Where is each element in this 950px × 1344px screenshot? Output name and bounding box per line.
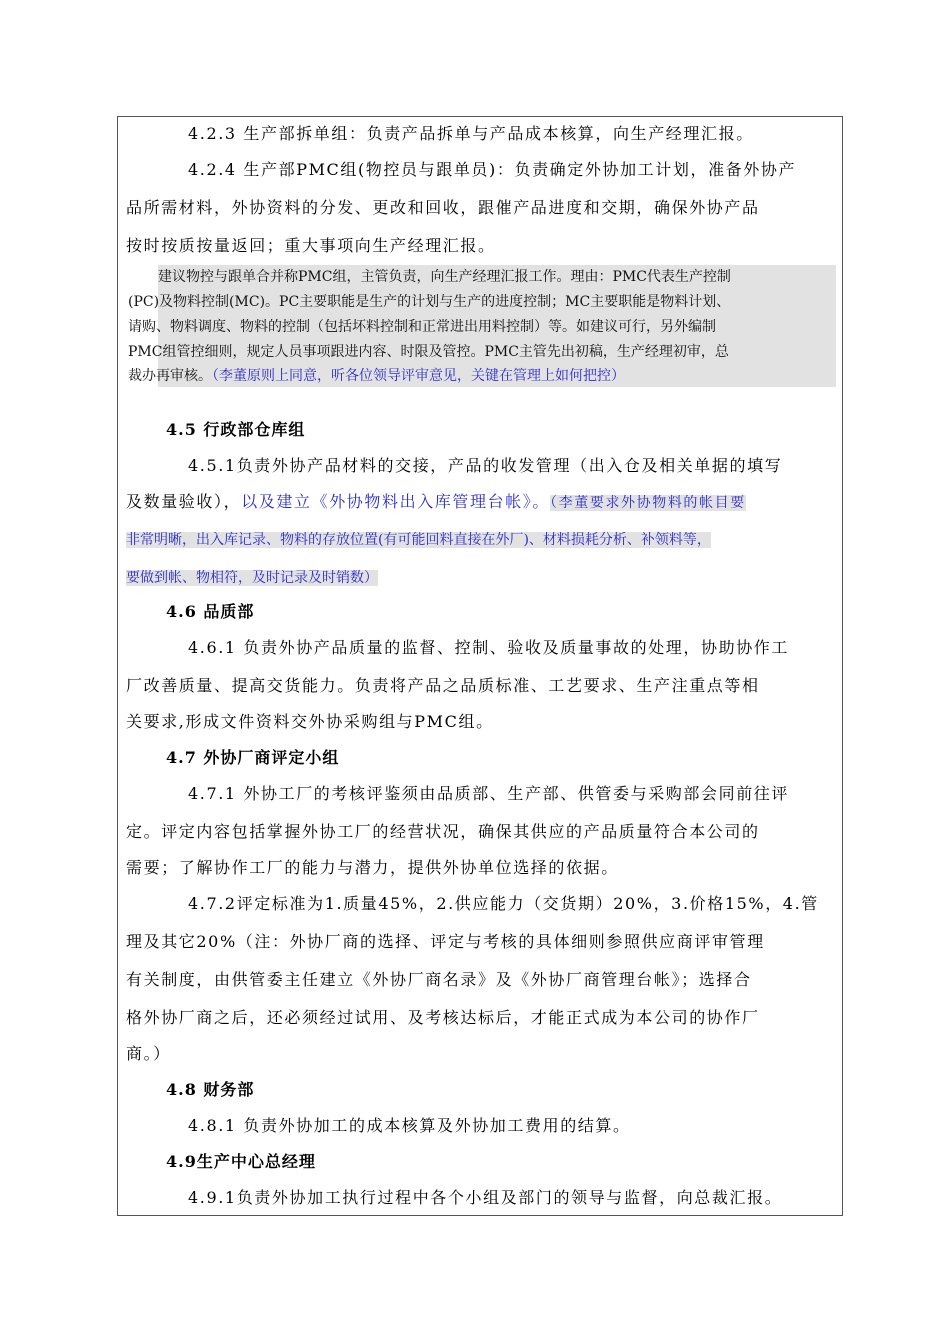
chairman-comment: （李董原则上同意，听各位领导评审意见，关键在管理上如何把控）	[212, 368, 625, 384]
heading-4-7: 4.7 外协厂商评定小组	[166, 748, 340, 767]
chairman-comment-ledger-2-text: 非常明晰，出入库记录、物料的存放位置(有可能回料直接在外厂)、材料损耗分析、补领料等，	[126, 532, 711, 548]
note-line4: PMC组管控细则，规定人员事项跟进内容、时限及管控。PMC主管先出初稿，生产经理初审，总	[128, 344, 729, 360]
heading-4-6: 4.6 品质部	[166, 602, 255, 621]
chairman-comment-ledger-2	[126, 529, 711, 551]
chairman-comment-ledger-3-text: 要做到帐、物相符，及时记录及时销数）	[126, 570, 378, 586]
para-4-7-2-line3: 有关制度，由供管委主任建立《外协厂商名录》及《外协厂商管理台帐》；选择合	[126, 970, 752, 989]
ledger-requirement: 以及建立《外协物料出入库管理台帐》。	[241, 492, 551, 511]
heading-4-5: 4.5 行政部仓库组	[166, 420, 306, 439]
note-line2: (PC)及物料控制(MC)。PC主要职能是生产的计划与生产的进度控制；MC主要职能是物料计划、	[128, 294, 731, 310]
para-4-8-1: 4.8.1 负责外协加工的成本核算及外协加工费用的结算。	[188, 1116, 631, 1135]
note-line5	[128, 366, 625, 386]
para-4-2-4-line2: 品所需材料，外协资料的分发、更改和回收，跟催产品进度和交期，确保外协产品	[126, 198, 760, 217]
para-4-2-4-line3: 按时按质按量返回；重大事项向生产经理汇报。	[126, 236, 496, 255]
para-4-2-3: 4.2.3 生产部拆单组：负责产品拆单与产品成本核算，向生产经理汇报。	[188, 124, 754, 143]
chairman-comment-ledger-3	[126, 567, 378, 589]
para-4-6-1-line1: 4.6.1 负责外协产品质量的监督、控制、验收及质量事故的处理，协助协作工	[188, 638, 789, 657]
para-4-7-1-line2: 定。评定内容包括掌握外协工厂的经营状况，确保其供应的产品质量符合本公司的	[126, 822, 760, 841]
para-4-7-2-line2: 理及其它20%（注：外协厂商的选择、评定与考核的具体细则参照供应商评审管理	[126, 932, 765, 951]
document-frame	[117, 116, 843, 1216]
heading-4-9: 4.9生产中心总经理	[166, 1152, 316, 1171]
para-4-6-1-line3: 关要求,形成文件资料交外协采购组与PMC组。	[126, 712, 494, 731]
note-line3: 请购、物料调度、物料的控制（包括坏料控制和正常进出用料控制）等。如建议可行，另外编制	[128, 319, 716, 335]
para-4-2-4-line1: 4.2.4 生产部PMC组(物控员与跟单员)：负责确定外协加工计划，准备外协产	[188, 160, 797, 179]
para-4-7-2-line1: 4.7.2评定标准为1.质量45%，2.供应能力（交货期）20%，3.价格15%，4.管	[188, 894, 819, 913]
para-4-6-1-line2: 厂改善质量、提高交货能力。负责将产品之品质标准、工艺要求、生产注重点等相	[126, 676, 760, 695]
note-line1: 建议物控与跟单合并称PMC组，主管负责，向生产经理汇报工作。理由：PMC代表生产控制	[158, 269, 731, 285]
para-4-5-1-text: 及数量验收），	[126, 492, 242, 511]
para-4-5-1-line2	[126, 491, 746, 514]
suggestion-note	[128, 265, 836, 387]
para-4-7-2-line4: 格外协厂商之后，还必须经过试用、及考核达标后，才能正式成为本公司的协作厂	[126, 1008, 760, 1027]
para-4-7-1-line1: 4.7.1 外协工厂的考核评鉴须由品质部、生产部、供管委与采购部会同前往评	[188, 784, 789, 803]
para-4-5-1-line1: 4.5.1负责外协产品材料的交接，产品的收发管理（出入仓及相关单据的填写	[188, 456, 783, 475]
para-4-7-1-line3: 需要；了解协作工厂的能力与潜力，提供外协单位选择的依据。	[126, 858, 619, 877]
chairman-comment-ledger-1: （李董要求外协物料的帐目要	[550, 495, 746, 511]
heading-4-8: 4.8 财务部	[166, 1080, 255, 1099]
note-text: 裁办再审核。	[128, 368, 212, 384]
para-4-9-1: 4.9.1负责外协加工执行过程中各个小组及部门的领导与监督，向总裁汇报。	[188, 1188, 783, 1207]
para-4-7-2-line5: 商。）	[126, 1044, 171, 1063]
